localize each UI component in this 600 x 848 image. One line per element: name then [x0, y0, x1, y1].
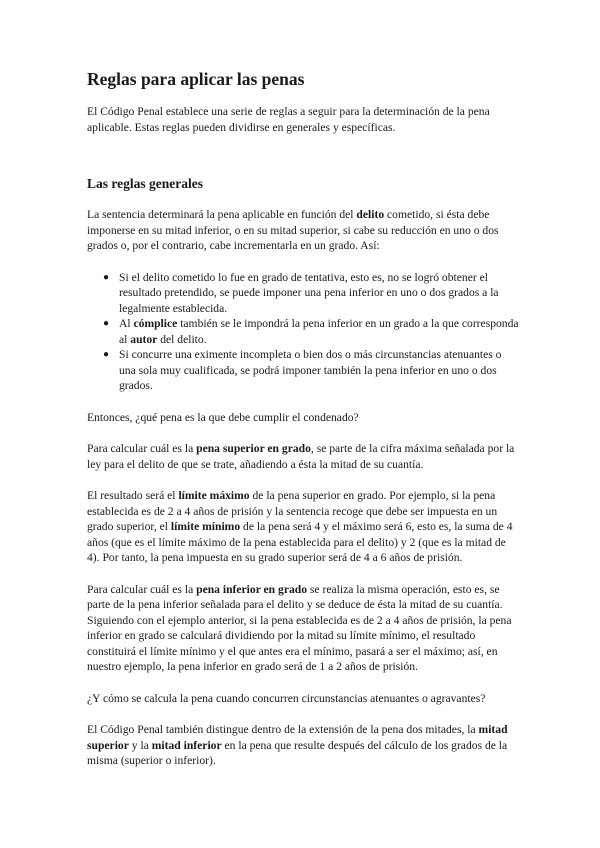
document-page	[87, 68, 519, 785]
paragraph-mitades: El Código Penal también distingue dentro de la extensión de la pena dos mitades, la mitad superior y la mitad inferior en la pena que resulte después del cálculo de los grados de la misma (superior o inferior).	[87, 723, 508, 767]
paragraph-pena-inferior: Para calcular cuál es la pena inferior en grado se realiza la misma operación, esto es, se parte de la pena inferior señalada para el delito y se deduce de ésta la mitad de su cuantía. Siguiendo con el ejemplo anterior, si la pena establecida es de 2 a 4 años de prisión, la pena inferior en grado se calculará dividiendo por la mitad su límite mínimo, el resultado constituirá el límite mínimo y el que antes era el mínimo, pasará a ser el máximo; así, en nuestro ejemplo, la pena inferior en grado será de 1 a 2 años de prisión.	[87, 582, 512, 673]
paragraph-question: Entonces, ¿qué pena es la que debe cumplir el condenado?	[87, 410, 359, 424]
paragraph-sentencia: La sentencia determinará la pena aplicable en función del delito cometido, si ésta debe imponerse en su mitad inferior, o en su mitad superior, si cabe su reducción en uno o dos grados o, por el contrario, cabe incrementarla en un grado. Así:	[87, 208, 499, 252]
paragraph-pena-superior: Para calcular cuál es la pena superior en grado, se parte de la cifra máxima señalada por la ley para el delito de que se trate, añadiendo a ésta la mitad de su cuantía.	[87, 442, 515, 471]
bullet-icon: ●	[103, 349, 110, 360]
intro-paragraph: El Código Penal establece una serie de reglas a seguir para la determinación de la pena aplicable. Estas reglas pueden dividirse en generales y específicas.	[87, 105, 490, 134]
list-item: ● Si el delito cometido lo fue en grado de tentativa, esto es, no se logró obtener el resultado pretendido, se puede imponer una pena inferior en uno o dos grados a la legalmente establecida.	[103, 270, 499, 315]
bullet-icon: ●	[103, 318, 110, 329]
paragraph-question-atenuantes: ¿Y cómo se calcula la pena cuando concurren circunstancias atenuantes o agravantes?	[87, 691, 486, 705]
list-item: ● Si concurre una eximente incompleta o bien dos o más circunstancias atenuantes o una sola muy cualificada, se podrá imponer también la pena inferior en uno o dos grados.	[103, 348, 502, 392]
paragraph-limite: El resultado será el límite máximo de la pena superior en grado. Por ejemplo, si la pena establecida es de 2 a 4 años de prisión y la sentencia recoge que debe ser impuesta en un grado superior, el límite mínimo de la pena será 4 y el máximo será 6, esto es, la suma de 4 años (que es el límite máximo de la pena establecida para el delito) y 2 (que es la mitad de 4). Por tanto, la pena impuesta en su grado superior será de 4 a 6 años de prisión.	[87, 489, 513, 564]
section-heading: Las reglas generales	[87, 176, 203, 191]
bullet-icon: ●	[103, 271, 110, 283]
page-title: Reglas para aplicar las penas	[87, 69, 305, 89]
list-item: ● Al cómplice también se le impondrá la pena inferior en un grado a la que corresponda al autor del delito.	[103, 317, 519, 346]
rules-list	[87, 270, 519, 394]
